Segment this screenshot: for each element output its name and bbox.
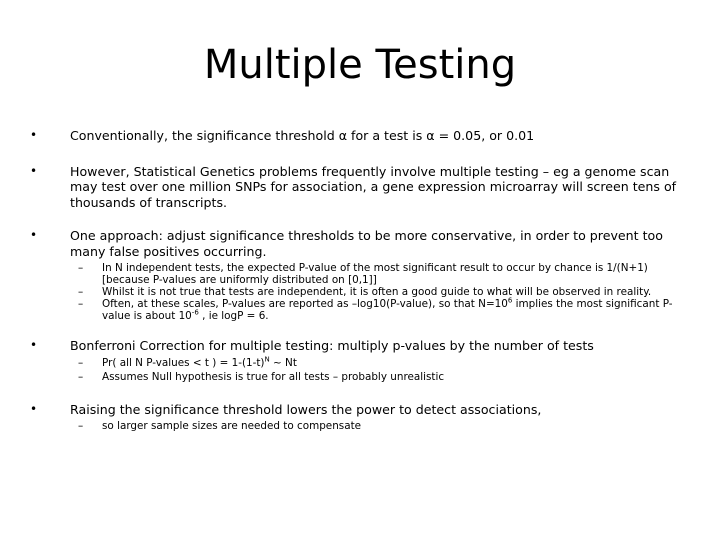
bullet-item: [30, 338, 690, 383]
sub-item: [70, 286, 690, 298]
superscript: 6: [507, 296, 513, 305]
bullet-item: [30, 402, 690, 433]
sub-list: [70, 262, 690, 322]
sub-item-text: In N independent tests, the expected P-value of the most significant result to occur by chance is 1/(N+1) [because P-values are uniformly distributed on [0,1]]: [102, 262, 648, 286]
bullet-marker: •: [30, 128, 38, 142]
bullet-list: [30, 128, 690, 432]
dash-marker: –: [78, 420, 84, 432]
bullet-text: Conventionally, the significance threshold α for a test is α = 0.05, or 0.01: [70, 128, 535, 143]
sub-item-text: Pr( all N P-values < t ) = $1-(1-t)^N$ ~ Nt: [102, 355, 297, 369]
sub-item: [70, 262, 690, 286]
sub-item-text: Assumes Null hypothesis is true for all tests – probably unrealistic: [102, 370, 445, 383]
sub-list: [70, 420, 690, 432]
sub-item-text: so larger sample sizes are needed to compensate: [102, 420, 362, 432]
sub-list: [70, 357, 690, 383]
bullet-marker: •: [30, 338, 38, 352]
bullet-item: [30, 228, 690, 322]
slide-title: Multiple Testing: [203, 42, 517, 88]
bullet-item: [30, 128, 690, 144]
dash-marker: –: [78, 262, 84, 274]
dash-marker: –: [78, 370, 84, 383]
sub-item: [70, 371, 690, 383]
sub-item: [70, 420, 690, 432]
bullet-text: One approach: adjust significance thresholds to be more conservative, in order to prevent too many false positives occurring.: [70, 228, 663, 259]
bullet-text: Bonferroni Correction for multiple testing: multiply p-values by the number of tests: [70, 338, 594, 353]
bullet-marker: •: [30, 401, 38, 416]
sub-item-text: Whilst it is not true that tests are independent, it is often a good guide to what will be observed in reality.: [102, 286, 652, 298]
sub-item-text: Often, at these scales, P-values are reported as –log10(P-value), so that $N=10^6$ implies the most significant P-value is about $10^{-6}$ , ie logP = 6.: [102, 296, 673, 322]
bullet-text: However, Statistical Genetics problems frequently involve multiple testing – eg a genome scan may test over one million SNPs for association, a gene expression microarray will screen tens of thousands of transcripts.: [70, 163, 677, 210]
bullet-marker: •: [30, 228, 38, 242]
bullet-marker: •: [30, 163, 38, 178]
dash-marker: –: [78, 356, 84, 369]
bullet-item: [30, 164, 690, 211]
sub-item: [70, 357, 690, 369]
superscript: N: [264, 355, 270, 364]
bullet-text: Raising the significance threshold lowers the power to detect associations,: [70, 401, 542, 417]
sub-item: [70, 298, 690, 322]
dash-marker: –: [78, 298, 84, 310]
superscript: -6: [191, 308, 199, 317]
dash-marker: –: [78, 286, 84, 298]
